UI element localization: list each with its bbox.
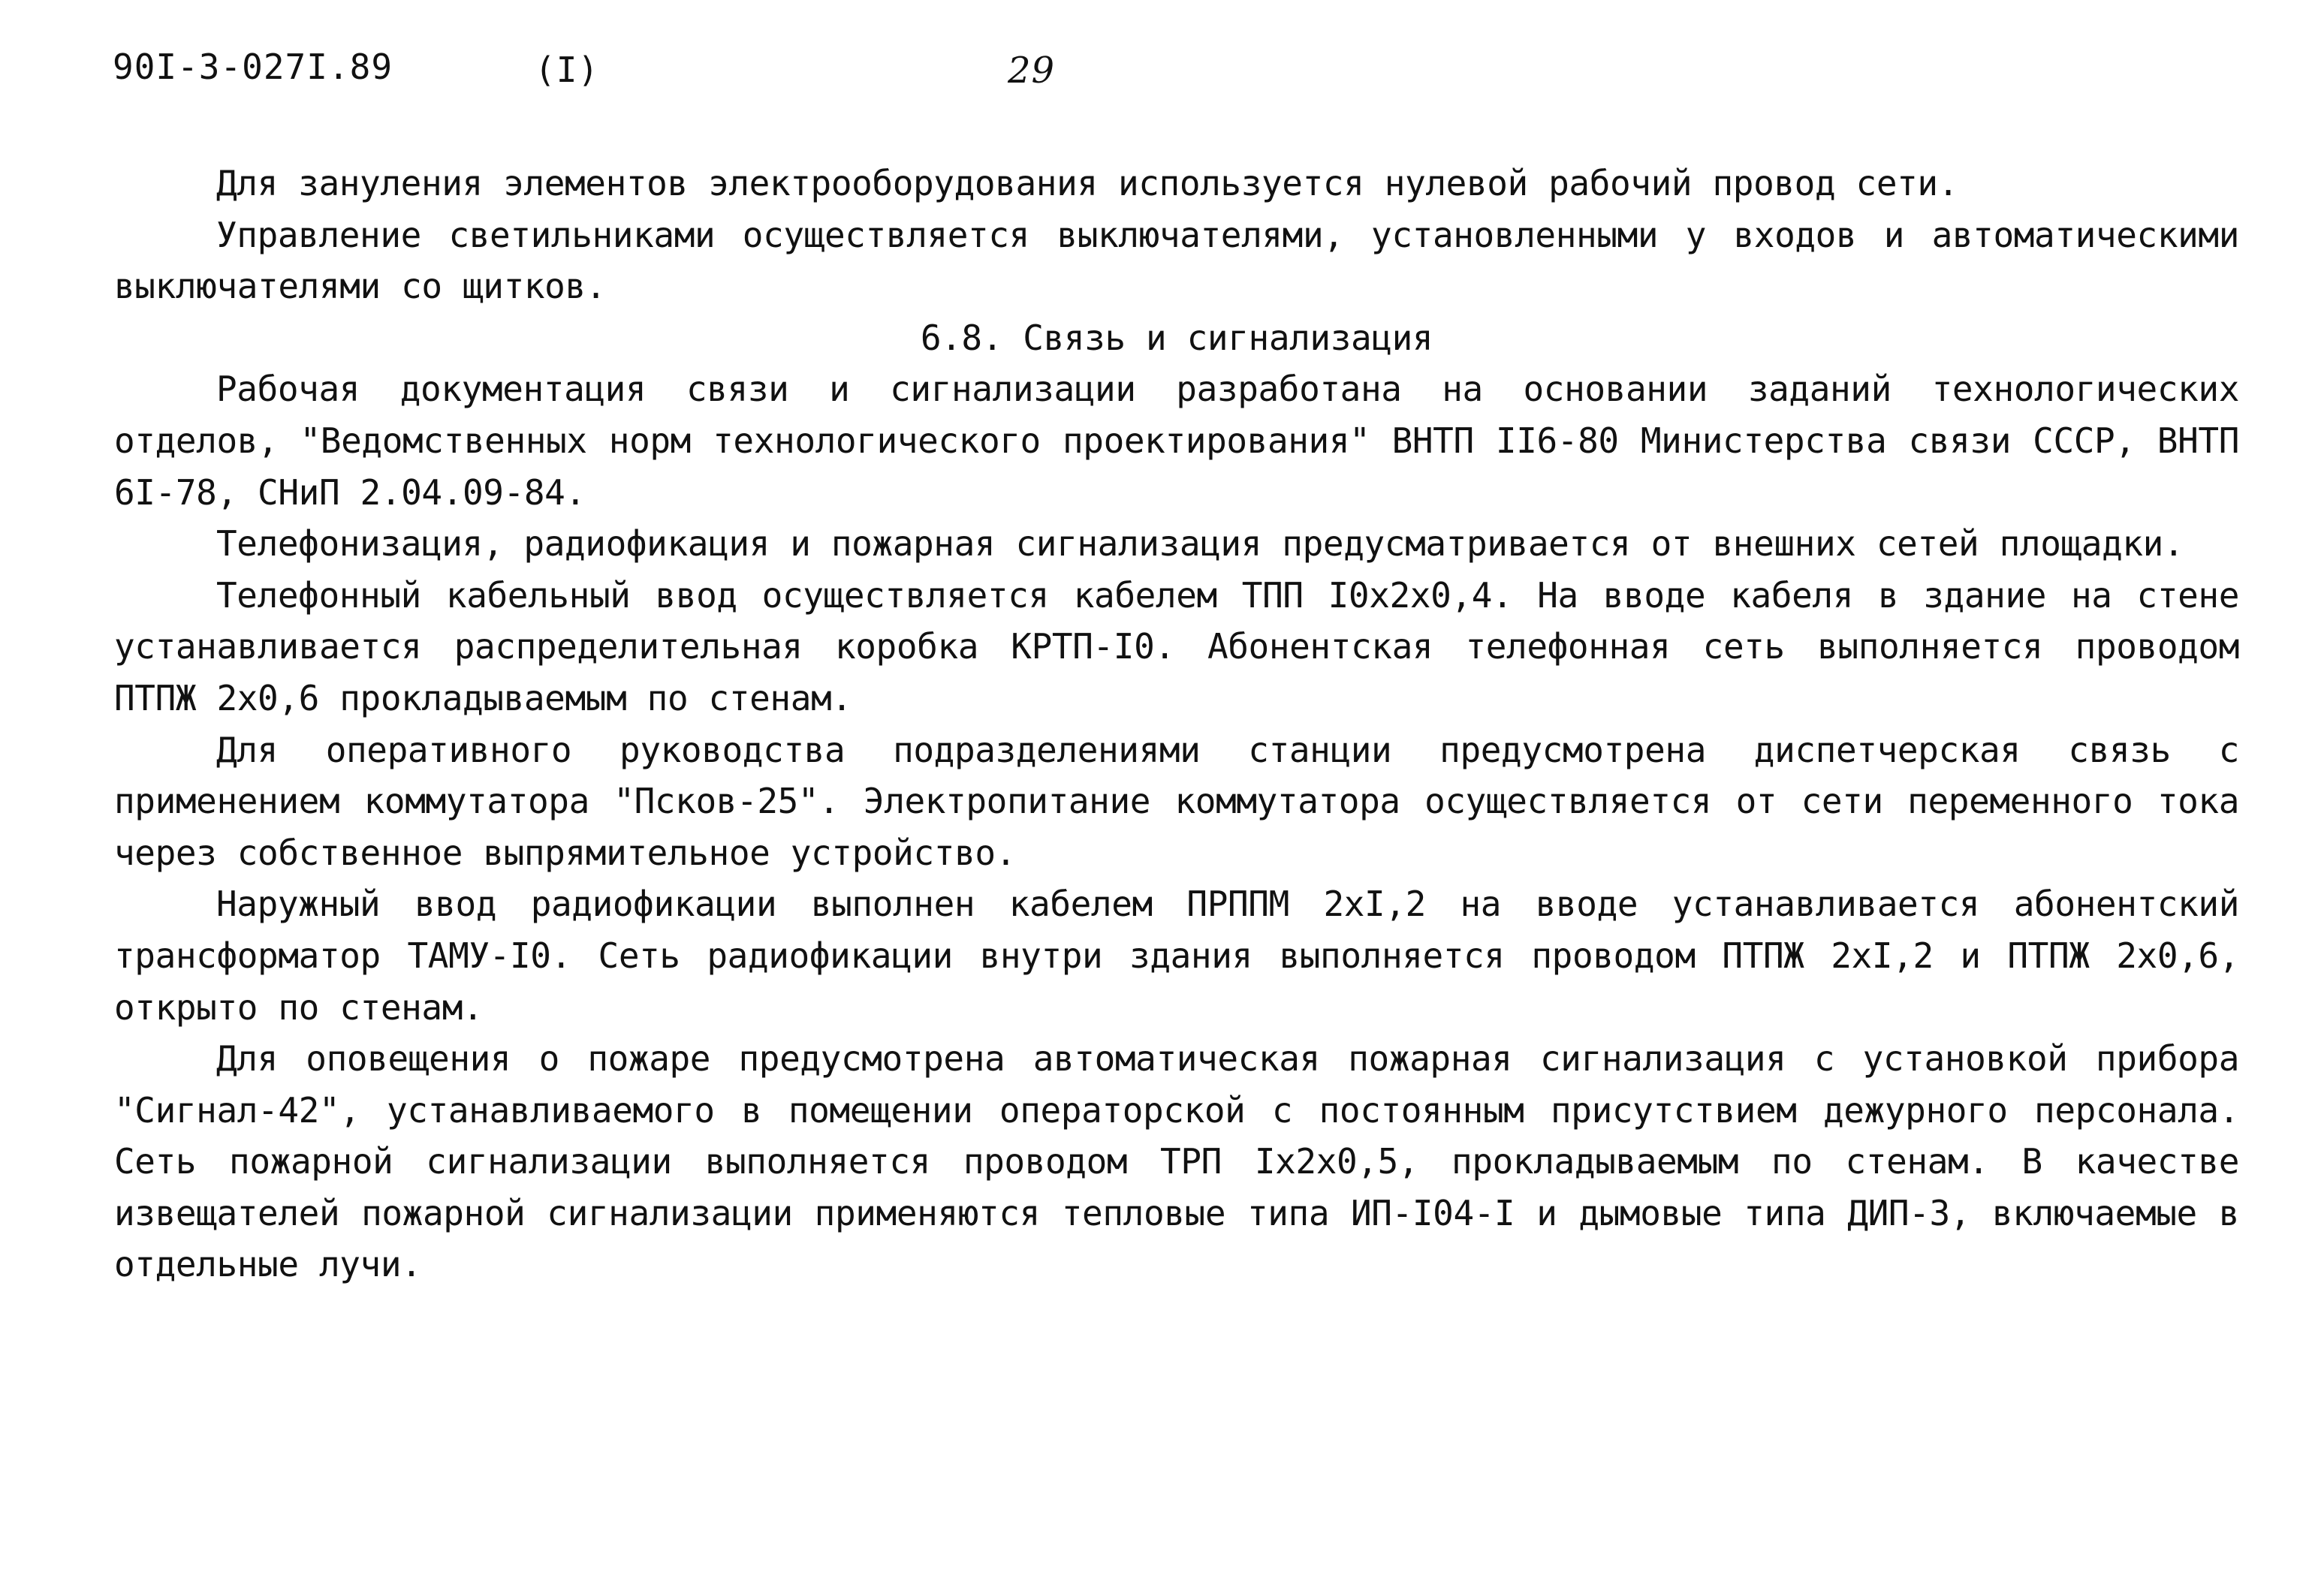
sheet-mark: (I) bbox=[535, 50, 600, 90]
paragraph-grounding: Для зануления элементов электрооборудования используется нулевой рабочий провод сети. bbox=[216, 163, 1959, 203]
paragraph-telephone-input: Телефонный кабельный ввод осуществляется кабелем ТПП I0x2x0,4. На вводе кабеля в здание на стене устанавливается распределительная коробка КРТП-I0. Абонентская телефонная сеть выполняется проводом ПТПЖ 2x0,6 прокладываемым по стенам. bbox=[114, 574, 2239, 718]
paragraph-radio-input: Наружный ввод радиофикации выполнен кабелем ПРППМ 2xI,2 на вводе устанавливается абонентский трансформатор ТАМУ-I0. Сеть радиофикации внутри здания выполняется проводом ПТПЖ 2xI,2 и ПТПЖ 2x0,6, открыто по стенам. bbox=[114, 884, 2239, 1028]
paragraph-lighting-control: Управление светильниками осуществляется выключателями, установленными у входов и автоматическими выключателями со щитков. bbox=[114, 214, 2239, 307]
paragraph-external-networks: Телефонизация, радиофикация и пожарная сигнализация предусматривается от внешних сетей площадки. bbox=[216, 523, 2184, 565]
document-body bbox=[114, 158, 2239, 1290]
paragraph-fire-alarm: Для оповещения о пожаре предусмотрена автоматическая пожарная сигнализация с установкой прибора "Сигнал-42", устанавливаемого в помещении операторской с постоянным присутствием дежурного персонала. Сеть пожарной сигнализации выполняется проводом ТРП Ix2x0,5, прокладываемым по стенам. В качестве извещателей пожарной сигнализации применяются тепловые типа ИП-I04-I и дымовые типа ДИП-3, включаемые в отдельные лучи. bbox=[114, 1038, 2239, 1285]
document-code: 90I-3-027I.89 bbox=[113, 47, 393, 87]
paragraph-dispatch-communication: Для оперативного руководства подразделениями станции предусмотрена диспетчерская связь с применением коммутатора "Псков-25". Электропитание коммутатора осуществляется от сети переменного тока через собственное выпрямительное устройство. bbox=[114, 729, 2239, 873]
paragraph-documentation-basis: Рабочая документация связи и сигнализации разработана на основании заданий технологических отделов, "Ведомственных норм технологического проектирования" ВНТП II6-80 Министерства связи СССР, ВНТП 6I-78, СНиП 2.04.09-84. bbox=[114, 369, 2239, 513]
section-title: 6.8. Связь и сигнализация bbox=[920, 317, 1433, 358]
page-number: 29 bbox=[1008, 50, 1056, 92]
